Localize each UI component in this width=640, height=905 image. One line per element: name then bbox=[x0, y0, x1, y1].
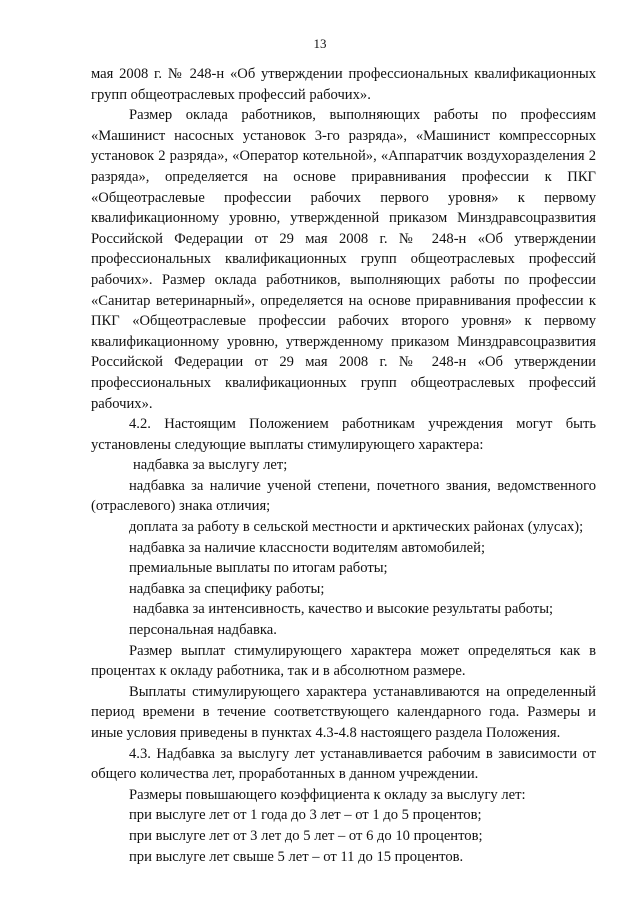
paragraph-continuation: мая 2008 г. № 248-н «Об утверждении профессиональных квалификационных групп общеотраслевых профессий рабочих». bbox=[91, 66, 596, 103]
paragraph-coefficient-intro: Размеры повышающего коэффициента к окладу за выслугу лет: bbox=[129, 786, 526, 803]
paragraph-clause-4-3: 4.3. Надбавка за выслугу лет устанавливается рабочим в зависимости от общего количества лет, проработанных в данном учреждении. bbox=[91, 745, 596, 783]
paragraph-payment-period: Выплаты стимулирующего характера устанавливаются на определенный период времени в течение соответствующего календарного года. Размеры и иные условия приведены в пунктах 4.3-4.8 настоящего раздела Положения. bbox=[91, 683, 596, 741]
list-item: надбавка за наличие классности водителям автомобилей; bbox=[129, 539, 486, 556]
paragraph-oklad-size: Размер оклада работников, выполняющих работы по профессиям «Машинист насосных установок 3-го разряда», «Машинист компрессорных установок 2 разряда», «Оператор котельной», «Аппаратчик воздухоразделения 2 разряда», определяется на основе приравнивания профессии к ПКГ «Общеотраслевые профессии рабочих первого уровня» к первому квалификационному уровню, утвержденной приказом Минздравсоцразвития Российской Федерации от 29 мая 2008 г. № 248-н «Об утверждении профессиональных квалификационных групп общеотраслевых профессий рабочих». Размер оклада работников, выполняющих работы по профессии «Санитар ветеринарный», определяется на основе приравнивания профессии к ПКГ «Общеотраслевые профессии рабочих второго уровня» к первому квалификационному уровню, утвержденному приказом Минздравсоцразвития Российской Федерации от 29 мая 2008 г. № 248-н «Об утверждении профессиональных квалификационных групп общеотраслевых профессий рабочих». bbox=[91, 107, 596, 412]
list-item: надбавка за выслугу лет; bbox=[133, 457, 288, 474]
paragraph-clause-4-2: 4.2. Настоящим Положением работникам учреждения могут быть установлены следующие выплаты стимулирующего характера: bbox=[91, 416, 596, 453]
page-number: 13 bbox=[313, 36, 327, 51]
list-item: персональная надбавка. bbox=[129, 622, 277, 639]
list-item: премиальные выплаты по итогам работы; bbox=[129, 560, 388, 577]
list-item: надбавка за интенсивность, качество и высокие результаты работы; bbox=[133, 601, 554, 618]
list-item: при выслуге лет свыше 5 лет – от 11 до 15 процентов. bbox=[129, 848, 464, 865]
list-item: надбавка за специфику работы; bbox=[129, 580, 325, 597]
list-item: надбавка за наличие ученой степени, почетного звания, ведомственного (отраслевого) знака отличия; bbox=[91, 477, 596, 515]
list-item: при выслуге лет от 3 лет до 5 лет – от 6 до 10 процентов; bbox=[129, 827, 483, 844]
document-body bbox=[91, 64, 596, 867]
list-item: при выслуге лет от 1 года до 3 лет – от 1 до 5 процентов; bbox=[129, 807, 482, 824]
paragraph-payment-size: Размер выплат стимулирующего характера может определяться как в процентах к окладу работника, так и в абсолютном размере. bbox=[91, 642, 596, 680]
list-item: доплата за работу в сельской местности и арктических районах (улусах); bbox=[129, 519, 584, 536]
